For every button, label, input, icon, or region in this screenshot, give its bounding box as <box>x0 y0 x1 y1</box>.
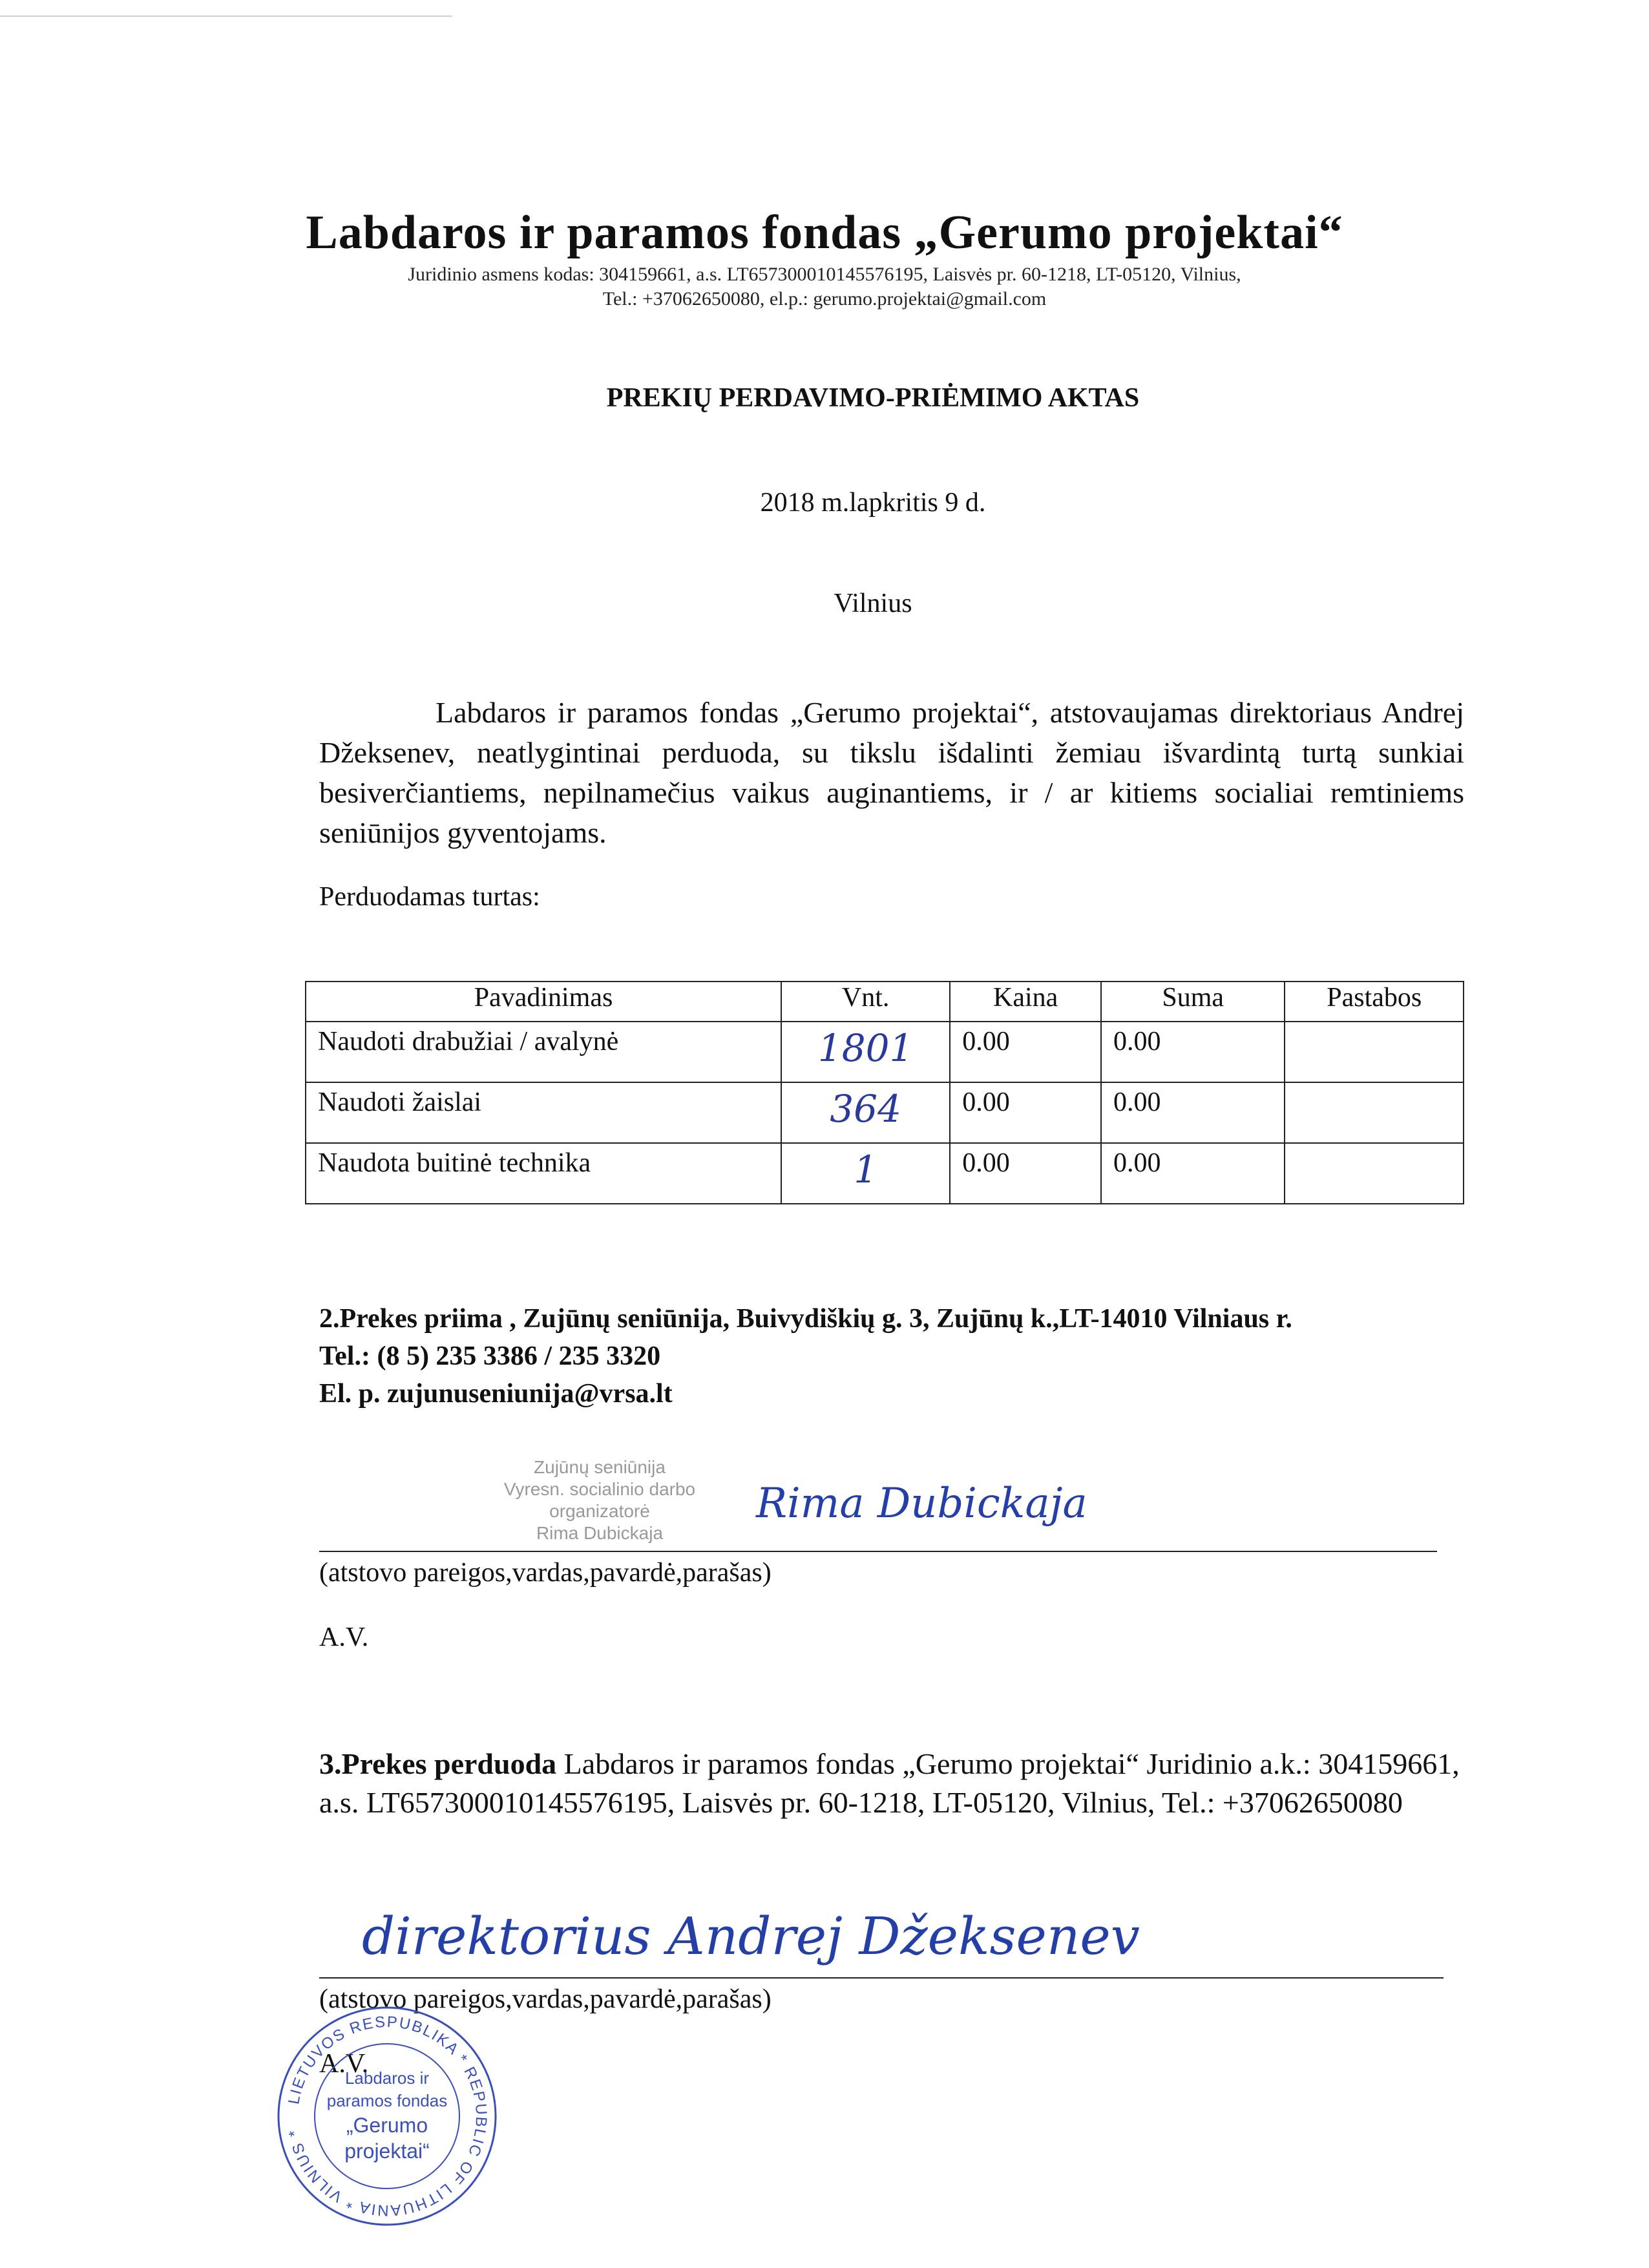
receiver-name-stamp: Zujūnų seniūnija Vyresn. socialinio darbo organizatorė Rima Dubickaja <box>503 1457 696 1543</box>
cell-sum: 0.00 <box>1101 1143 1285 1204</box>
giver-heading: 3.Prekes perduoda <box>319 1747 557 1780</box>
receiver-phone: Tel.: (8 5) 235 3386 / 235 3320 <box>319 1341 661 1371</box>
cell-name: Naudoti drabužiai / avalynė <box>306 1022 781 1082</box>
organization-seal <box>274 2003 500 2229</box>
col-header-price: Kaina <box>950 982 1101 1022</box>
intro-paragraph: Labdaros ir paramos fondas „Gerumo projektai“, atstovaujamas direktoriaus Andrej Džeksenev, neatlygintinai perduoda, su tikslu išdalinti žemiau išvardintą turtą sunkiai besiverčiantiems, nepilnamečius vaikus auginantiems, ir / ar kitiems socialiai remtiniems seniūnijos gyventojams. <box>319 696 1464 849</box>
cell-notes <box>1285 1082 1464 1143</box>
receiver-email: El. p. zujunuseniunija@vrsa.lt <box>319 1379 673 1409</box>
cell-notes <box>1285 1022 1464 1082</box>
col-header-notes: Pastabos <box>1285 982 1464 1022</box>
seal-line: Labdaros ir <box>344 2068 430 2088</box>
cell-price: 0.00 <box>950 1082 1101 1143</box>
table-header-row <box>306 982 1464 1022</box>
seal-ring-text: LIETUVOS RESPUBLIKA * REPUBLIC OF LITHUANIA * VILNIUS * <box>285 2013 490 2220</box>
org-details: Juridinio asmens kodas: 304159661, a.s. LT657300010145576195, Laisvės pr. 60-1218, LT-05120, Vilnius, <box>408 264 1241 285</box>
cell-price: 0.00 <box>950 1143 1101 1204</box>
cell-name: Naudota buitinė technika <box>306 1143 781 1204</box>
table-row <box>306 1022 1464 1082</box>
handwritten-qty: 1 <box>854 1148 878 1192</box>
receiver-av: A.V. <box>319 1622 369 1652</box>
cell-qty <box>781 1022 950 1082</box>
cell-qty <box>781 1082 950 1143</box>
document-title: PREKIŲ PERDAVIMO-PRIĖMIMO AKTAS <box>606 383 1140 413</box>
giver-signature: direktorius Andrej Džeksenev <box>362 1906 1140 1966</box>
handwritten-qty: 364 <box>830 1087 901 1131</box>
cell-notes <box>1285 1143 1464 1204</box>
cell-price: 0.00 <box>950 1022 1101 1082</box>
cell-sum: 0.00 <box>1101 1082 1285 1143</box>
receiver-signature: Rima Dubickaja <box>756 1480 1087 1528</box>
seal-line: projektai“ <box>344 2139 430 2163</box>
scan-edge-line <box>0 16 452 17</box>
seal-line: paramos fondas <box>326 2091 448 2110</box>
assets-table <box>305 981 1464 1204</box>
giver-caption: (atstovo pareigos,vardas,pavardė,parašas) <box>319 1984 772 2014</box>
col-header-qty: Vnt. <box>781 982 950 1022</box>
table-row <box>306 1143 1464 1204</box>
giver-av: A.V. <box>319 2049 369 2079</box>
giver-details: Labdaros ir paramos fondas „Gerumo projektai“ Juridinio a.k.: 304159661, a.s. LT657300010145576195, Laisvės pr. 60-1218, LT-05120, Vilnius, Tel.: +37062650080 <box>319 1747 1460 1819</box>
assets-label: Perduodamas turtas: <box>319 882 540 912</box>
cell-qty <box>781 1143 950 1204</box>
seal-line: „Gerumo <box>346 2114 428 2137</box>
giver-signature-line <box>319 1977 1444 1979</box>
org-title: Labdaros ir paramos fondas „Gerumo projektai“ <box>306 206 1343 259</box>
org-contacts: Tel.: +37062650080, el.p.: gerumo.projektai@gmail.com <box>602 288 1047 310</box>
document-date: 2018 m.lapkritis 9 d. <box>760 488 986 518</box>
receiver-line: 2.Prekes priima , Zujūnų seniūnija, Buivydiškių g. 3, Zujūnų k.,LT-14010 Vilniaus r. <box>319 1304 1292 1334</box>
giver-block <box>319 1745 1464 1822</box>
col-header-name: Pavadinimas <box>306 982 781 1022</box>
table-row <box>306 1082 1464 1143</box>
cell-sum: 0.00 <box>1101 1022 1285 1082</box>
cell-name: Naudoti žaislai <box>306 1082 781 1143</box>
receiver-signature-line <box>319 1551 1437 1552</box>
document-place: Vilnius <box>834 589 912 618</box>
receiver-caption: (atstovo pareigos,vardas,pavardė,parašas) <box>319 1558 772 1588</box>
col-header-sum: Suma <box>1101 982 1285 1022</box>
handwritten-qty: 1801 <box>817 1026 914 1070</box>
receiver-block <box>319 1300 1292 1412</box>
